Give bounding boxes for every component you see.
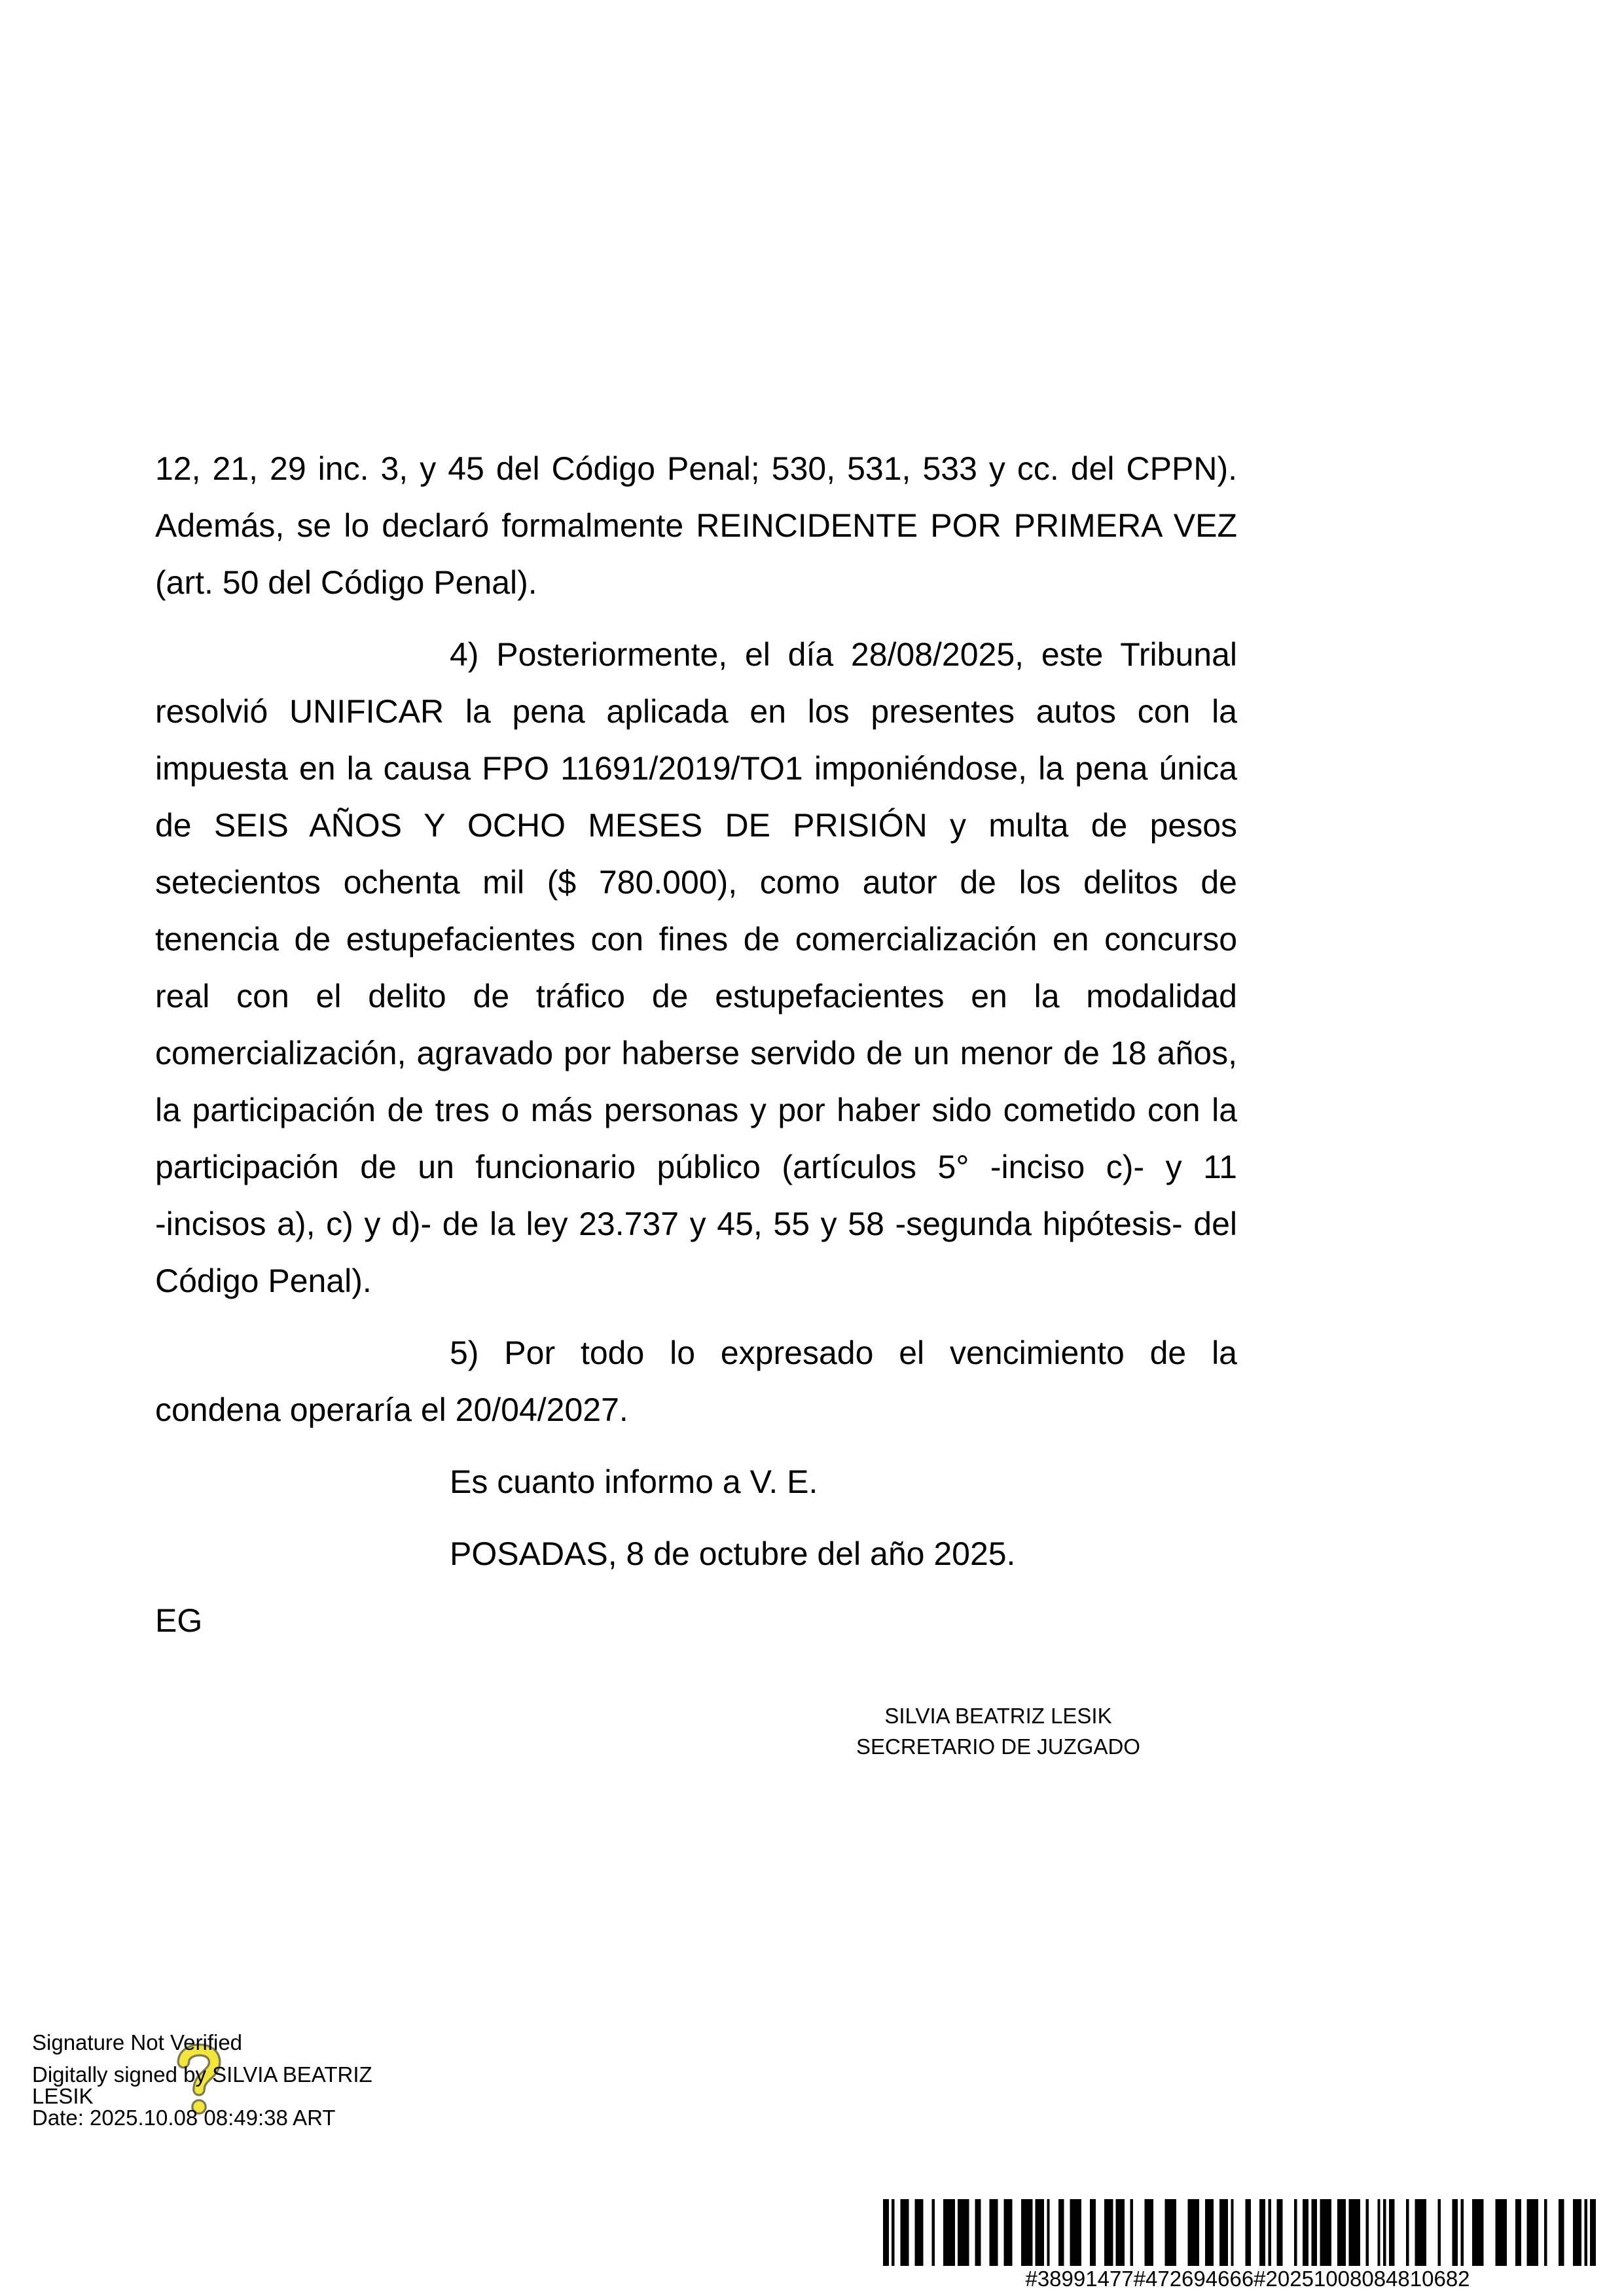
barcode-bar (1377, 2199, 1380, 2266)
barcode-bar (1070, 2199, 1081, 2266)
barcode (883, 2199, 1596, 2266)
document-body (155, 440, 1237, 1649)
text-line: setecientos ochenta mil ($ 780.000), como autor de los delitos de (155, 864, 1237, 901)
barcode-bar (1406, 2199, 1409, 2266)
barcode-bar (975, 2199, 981, 2266)
barcode-bar (1294, 2199, 1297, 2266)
text-line: Código Penal). (155, 1263, 372, 1299)
barcode-bar (1584, 2199, 1587, 2266)
signature-status: Signature Not Verified (32, 2030, 243, 2054)
barcode-bar (1259, 2199, 1265, 2266)
barcode-bar (1003, 2199, 1012, 2266)
barcode-bar (1337, 2199, 1346, 2266)
barcode-caption: #38991477#472694666#20251008084810682 (1025, 2267, 1470, 2291)
barcode-bar (989, 2199, 998, 2266)
signatory-block (736, 1700, 1260, 1762)
barcode-bar (1021, 2199, 1033, 2266)
barcode-bar (943, 2199, 955, 2266)
text-line: 12, 21, 29 inc. 3, y 45 del Código Penal; 530, 531, 533 y cc. del CPPN). (155, 450, 1237, 487)
text-line: 4) Posteriormente, el día 28/08/2025, este Tribunal (450, 636, 1237, 673)
signature-date: Date: 2025.10.08 08:49:38 ART (32, 2106, 336, 2130)
barcode-bar (1164, 2199, 1176, 2266)
paragraph-expiry (155, 1325, 1237, 1439)
signatory-name: SILVIA BEATRIZ LESIK (884, 1704, 1112, 1728)
signed-by: Digitally signed by SILVIA BEATRIZ LESIK (32, 2062, 372, 2108)
paragraph-unification (155, 626, 1237, 1310)
barcode-bar (1383, 2199, 1386, 2266)
text-line: Además, se lo declaró formalmente REINCIDENTE POR PRIMERA VEZ (155, 507, 1237, 544)
barcode-bar (1348, 2199, 1360, 2266)
paragraph-sentence (155, 440, 1237, 611)
text-line: -incisos a), c) y d)- de la ley 23.737 y 45, 55 y 58 -segunda hipótesis- del (155, 1206, 1237, 1242)
text-line: real con el delito de tráfico de estupefacientes en la modalidad (155, 978, 1237, 1014)
text-line: impuesta en la causa FPO 11691/2019/TO1 imponiéndose, la pena única (155, 750, 1237, 787)
signatory-title: SECRETARIO DE JUZGADO (856, 1734, 1140, 1759)
barcode-bar (1573, 2199, 1581, 2266)
barcode-bar (1187, 2199, 1199, 2266)
text-line: (art. 50 del Código Penal). (155, 564, 537, 601)
barcode-bar (1366, 2199, 1369, 2266)
barcode-bar (892, 2199, 894, 2266)
barcode-bar (1058, 2199, 1064, 2266)
barcode-bar (1145, 2199, 1153, 2266)
text-line: 5) Por todo lo expresado el vencimiento de la (450, 1335, 1237, 1371)
barcode-bar (1544, 2199, 1547, 2266)
barcode-bar (1130, 2199, 1133, 2266)
barcode-bar (1559, 2199, 1564, 2266)
barcode-bar (1389, 2199, 1395, 2266)
barcode-bar (1452, 2199, 1458, 2266)
place-and-date (155, 1526, 1237, 1583)
barcode-bar (932, 2199, 935, 2266)
barcode-bar (1495, 2199, 1507, 2266)
digital-signature-stamp (32, 2032, 399, 2128)
place-date-line: POSADAS, 8 de octubre del año 2025. (450, 1535, 1016, 1572)
barcode-bar (1461, 2199, 1464, 2266)
barcode-bar (1104, 2199, 1113, 2266)
barcode-bar (1472, 2199, 1484, 2266)
text-line: participación de un funcionario público (artículos 5° -inciso c)- y 11 (155, 1149, 1237, 1185)
barcode-bar (1231, 2199, 1233, 2266)
barcode-bar (900, 2199, 909, 2266)
barcode-bar (1205, 2199, 1214, 2266)
barcode-bar (1277, 2199, 1283, 2266)
text-line: tenencia de estupefacientes con fines de comercialización en concurso (155, 921, 1237, 958)
barcode-bar (1303, 2199, 1308, 2266)
barcode-bar (1311, 2199, 1317, 2266)
text-line: la participación de tres o más personas y por haber sido cometido con la (155, 1092, 1237, 1128)
barcode-bar (1527, 2199, 1539, 2266)
barcode-bar (1268, 2199, 1271, 2266)
barcode-bar (958, 2199, 969, 2266)
barcode-bar (1515, 2199, 1521, 2266)
barcode-bar (1437, 2199, 1440, 2266)
text-line: resolvió UNIFICAR la pena aplicada en los presentes autos con la (155, 693, 1237, 730)
barcode-bar (883, 2199, 889, 2266)
barcode-bar (1415, 2199, 1426, 2266)
closing-line: Es cuanto informo a V. E. (450, 1463, 818, 1500)
text-line: de SEIS AÑOS Y OCHO MESES DE PRISIÓN y multa de pesos (155, 807, 1237, 844)
barcode-bar (1047, 2199, 1049, 2266)
barcode-bar (1590, 2199, 1596, 2266)
barcode-bar (1116, 2199, 1125, 2266)
barcode-bar (1245, 2199, 1251, 2266)
text-line: condena operaría el 20/04/2027. (155, 1391, 628, 1428)
closing-statement (155, 1454, 1237, 1511)
author-initials: EG (155, 1602, 203, 1639)
barcode-bar (1090, 2199, 1096, 2266)
barcode-bar (1219, 2199, 1228, 2266)
text-line: comercialización, agravado por haberse servido de un menor de 18 años, (155, 1035, 1237, 1071)
barcode-bar (1320, 2199, 1331, 2266)
barcode-bar (914, 2199, 923, 2266)
barcode-bar (1036, 2199, 1044, 2266)
